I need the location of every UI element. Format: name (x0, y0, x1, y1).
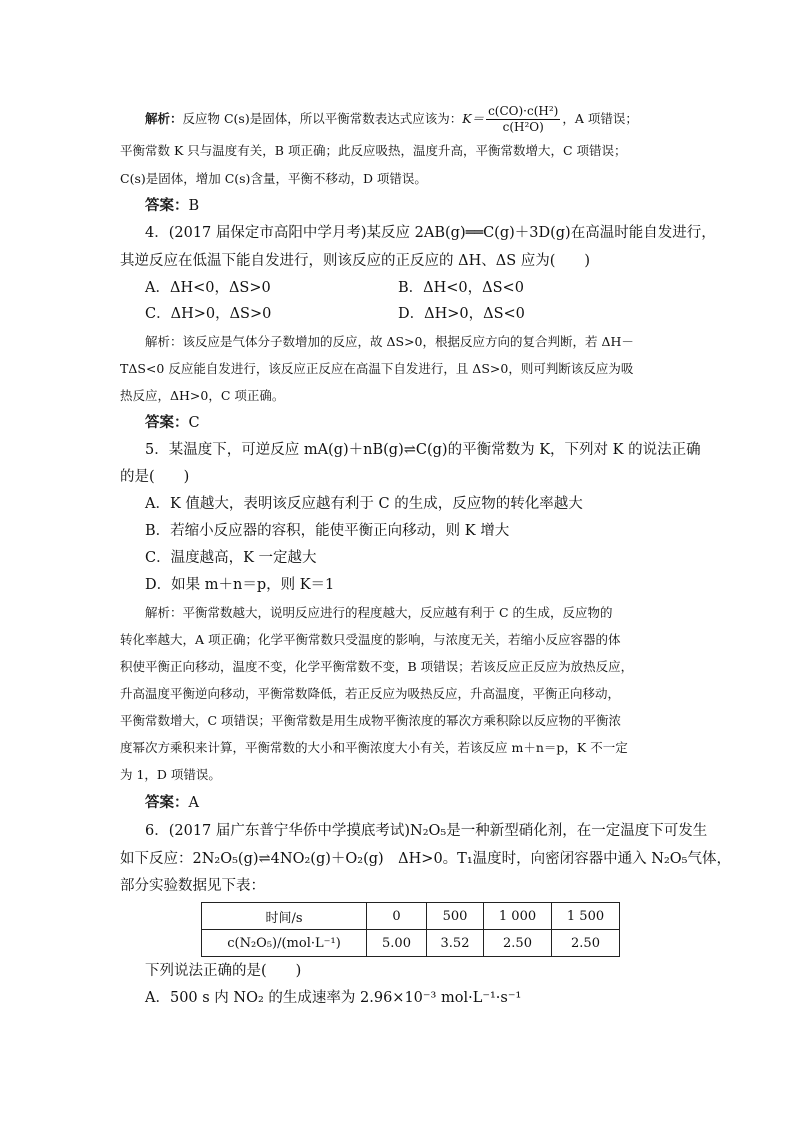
q4-answer (145, 412, 674, 434)
q5-option-c: C．温度越高，K 一定越大 (145, 550, 317, 566)
q4-option-d: D．ΔH>0，ΔS<0 (398, 306, 525, 322)
answer-value: A (188, 795, 199, 811)
q5-stem-line-1: 5．某温度下，可逆反应 mA(g)＋nB(g)⇌C(g)的平衡常数为 K，下列对 K 的说法正确 (145, 442, 701, 458)
analysis-label: 解析： (145, 111, 183, 126)
table-cell: 时间/s (202, 903, 367, 930)
answer-value: B (188, 198, 200, 214)
q4-analysis-line-2: TΔS<0 反应能自发进行，该反应正反应在高温下自发进行，且 ΔS>0，则可判断该反应为吸 (120, 361, 634, 376)
q5-option-a: A．K 值越大，表明该反应越有利于 C 的生成，反应物的转化率越大 (145, 496, 583, 512)
fraction-denominator: c(H²O) (502, 120, 544, 134)
q5-analysis-line-5: 平衡常数增大，C 项错误；平衡常数是用生成物平衡浓度的幂次方乘积除以反应物的平衡浓 (120, 713, 622, 728)
equilibrium-fraction (486, 104, 560, 135)
analysis-text: ，A 项错误； (562, 111, 638, 126)
analysis-text: 反应物 C(s)是固体，所以平衡常数表达式应该为： (182, 111, 463, 126)
answer-label: 答案： (145, 794, 189, 811)
answer-value: C (188, 415, 200, 431)
fraction-numerator: c(CO)·c(H²) (488, 104, 559, 118)
q6-stem-line-2: 如下反应：2N₂O₅(g)⇌4NO₂(g)＋O₂(g) ΔH>0。T₁温度时，向密闭容器中通入 N₂O₅气体， (120, 851, 731, 867)
q3-answer (145, 195, 674, 217)
q5-analysis-line-6: 度幂次方乘积来计算，平衡常数的大小和平衡浓度大小有关，若该反应 m＋n＝p，K 不一定 (120, 740, 628, 755)
answer-label: 答案： (145, 197, 189, 214)
q6-option-a: A．500 s 内 NO₂ 的生成速率为 2.96×10⁻³ mol·L⁻¹·s⁻¹ (145, 990, 522, 1006)
table-cell: 2.50 (484, 930, 552, 957)
table-cell: 2.50 (552, 930, 620, 957)
table-cell: 0 (367, 903, 427, 930)
q4-analysis-line-3: 热反应，ΔH>0，C 项正确。 (120, 388, 285, 403)
q4-option-c: C．ΔH>0，ΔS>0 (145, 306, 272, 322)
q5-analysis-line-4: 升高温度平衡逆向移动，平衡常数降低，若正反应为吸热反应，升高温度，平衡正向移动， (120, 686, 621, 701)
table-cell: 1 000 (484, 903, 552, 930)
q3-analysis-line-2: 平衡常数 K 只与温度有关，B 项正确；此反应吸热，温度升高，平衡常数增大，C 项错误； (120, 143, 627, 158)
q5-option-d: D．如果 m＋n＝p，则 K＝1 (145, 577, 335, 593)
q5-analysis-line-2: 转化率越大，A 项正确；化学平衡常数只受温度的影响，与浓度无关，若缩小反应容器的体 (120, 632, 621, 647)
q4-option-b: B．ΔH<0，ΔS<0 (398, 280, 524, 296)
q4-stem-line-2: 其逆反应在低温下能自发进行，则该反应的正反应的 ΔH、ΔS 应为( ) (120, 253, 591, 269)
table-cell: 3.52 (427, 930, 484, 957)
table-row (202, 903, 620, 930)
q5-analysis-line-3: 积使平衡正向移动，温度不变，化学平衡常数不变，B 项错误；若该反应正反应为放热反应， (120, 659, 634, 674)
q6-stem-line-1: 6．(2017 届广东普宁华侨中学摸底考试)N₂O₅是一种新型硝化剂，在一定温度下可发生 (145, 823, 708, 839)
q5-analysis-line-1: 解析：平衡常数越大，说明反应进行的程度越大，反应越有利于 C 的生成，反应物的 (145, 605, 613, 620)
q6-stem-line-3: 部分实验数据见下表： (120, 878, 265, 894)
q5-answer (145, 792, 674, 814)
q4-analysis-line-1: 解析：该反应是气体分子数增加的反应，故 ΔS>0，根据反应方向的复合判断，若 ΔH－ (145, 334, 634, 349)
q5-stem-line-2: 的是( ) (120, 469, 190, 485)
table-cell: c(N₂O₅)/(mol·L⁻¹) (202, 930, 367, 957)
q4-option-a: A．ΔH<0，ΔS>0 (145, 280, 271, 296)
table-cell: 500 (427, 903, 484, 930)
experiment-data-table (201, 902, 620, 957)
table-cell: 1 500 (552, 903, 620, 930)
q5-option-b: B．若缩小反应器的容积，能使平衡正向移动，则 K 增大 (145, 523, 510, 539)
table-row (202, 930, 620, 957)
q6-prompt: 下列说法正确的是( ) (145, 963, 302, 979)
q3-analysis-line-1 (145, 104, 674, 135)
q4-stem-line-1: 4．(2017 届保定市高阳中学月考)某反应 2AB(g)══C(g)＋3D(g)在高温时能自发进行， (145, 225, 716, 241)
k-symbol: K＝ (462, 111, 485, 126)
table-cell: 5.00 (367, 930, 427, 957)
q5-analysis-line-7: 为 1，D 项错误。 (120, 767, 221, 782)
answer-label: 答案： (145, 414, 189, 431)
q3-analysis-line-3: C(s)是固体，增加 C(s)含量，平衡不移动，D 项错误。 (120, 171, 427, 186)
